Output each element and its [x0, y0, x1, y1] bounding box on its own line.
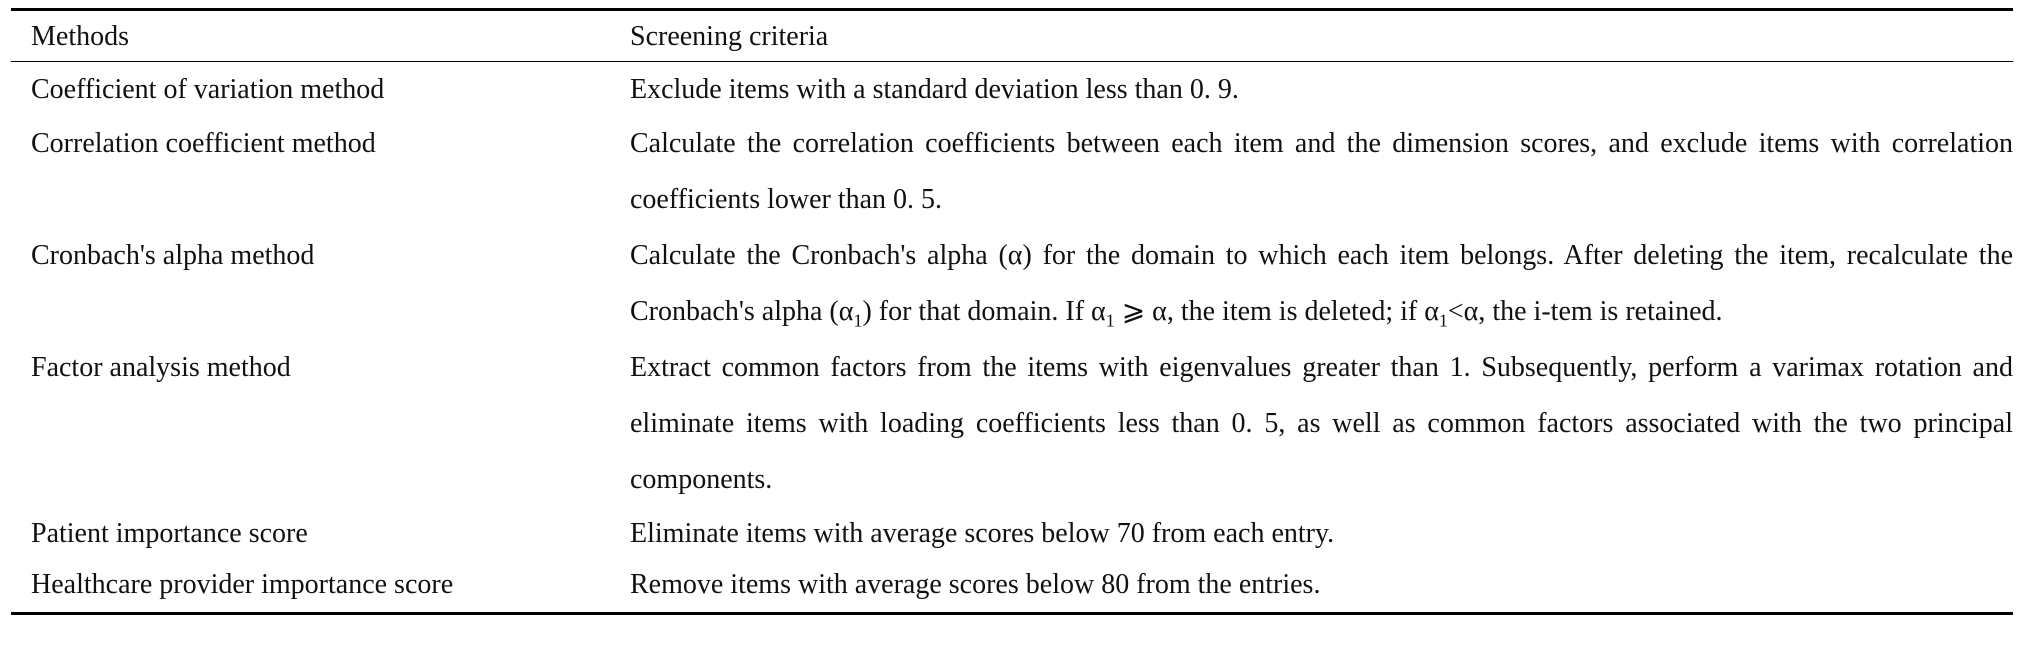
- criteria-cell: Extract common factors from the items with eigenvalues greater than 1. Subsequently, perform a varimax rotation and eliminate items with loading coefficients less than 0. 5, as well as common factors associated with the two principal components.: [630, 352, 2013, 495]
- criteria-cell: Remove items with average scores below 80 from the entries.: [630, 569, 1321, 600]
- criteria-cell: Calculate the correlation coefficients between each item and the dimension scores, and exclude items with correlation coefficients lower than 0. 5.: [630, 128, 2013, 215]
- method-cell: Factor analysis method: [31, 352, 291, 383]
- table-body: [11, 62, 2013, 612]
- column-header-screening-criteria: Screening criteria: [630, 21, 829, 52]
- table-row: [11, 340, 2013, 508]
- column-header-methods: Methods: [31, 21, 129, 52]
- table-row: [11, 64, 2013, 116]
- table-row: [11, 116, 2013, 228]
- table-row: [11, 228, 2013, 340]
- method-cell: Correlation coefficient method: [31, 128, 376, 159]
- subscript: 1: [1105, 310, 1115, 331]
- criteria-text: <α, the i-tem is retained.: [1447, 296, 1723, 327]
- screening-criteria-table: [11, 8, 2013, 615]
- criteria-cell: Eliminate items with average scores below 70 from each entry.: [630, 518, 1335, 549]
- criteria-text: ) for that domain. If α: [862, 296, 1106, 327]
- table-bottom-rule: [11, 612, 2013, 615]
- criteria-text: ⩾ α, the item is deleted; if α: [1114, 296, 1439, 327]
- method-cell: Healthcare provider importance score: [31, 569, 454, 600]
- method-cell: Patient importance score: [31, 518, 308, 549]
- method-cell: Cronbach's alpha method: [31, 240, 315, 271]
- criteria-text: Calculate the Cronbach's alpha (α) for the domain to which each item belongs. After deleting the item, recalculate the Cronbach's alpha (α: [630, 240, 2013, 327]
- criteria-cell: [630, 228, 2013, 340]
- table-header-row: [11, 11, 2013, 61]
- table-row: [11, 508, 2013, 560]
- subscript: 1: [1438, 310, 1448, 331]
- criteria-cell: Exclude items with a standard deviation less than 0. 9.: [630, 74, 1239, 105]
- method-cell: Coefficient of variation method: [31, 74, 385, 105]
- table-row: [11, 560, 2013, 610]
- subscript: 1: [853, 310, 863, 331]
